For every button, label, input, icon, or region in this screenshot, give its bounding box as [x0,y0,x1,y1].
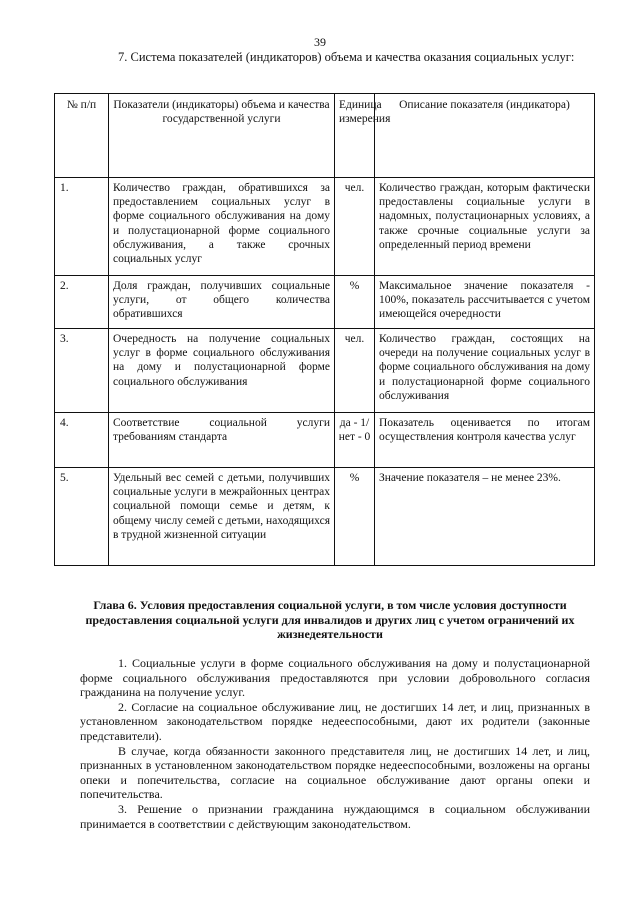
paragraph: В случае, когда обязанности законного представителя лиц, не достигших 14 лет, и лиц, признанных в установленном законодательством порядке недееспособными, возложены на органы опеки и попечительства, согласие на социальное обслуживание дают органы опеки и попечительства. [80,743,590,802]
row-indicator: Очередность на получение социальных услуг в форме социального обслуживания на дому и полустационарной форме социального обслуживания [109,329,335,413]
row-num: 5. [55,468,109,566]
header-indicator: Показатели (индикаторы) объема и качества государственной услуги [109,94,335,178]
row-indicator: Доля граждан, получивших социальные услуги, от общего количества обратившихся [109,276,335,329]
row-unit: % [335,276,375,329]
row-indicator: Количество граждан, обратившихся за предоставлением социальных услуг в форме социального обслуживания на дому и полустационарной форме социального обслуживания, а также срочных социальных услуг [109,178,335,276]
chapter-title: Глава 6. Условия предоставления социальной услуги, в том числе условия доступности предоставления социальной услуги для инвалидов и других лиц с учетом ограничений их жизнедеятельности [85,598,575,641]
row-unit: чел. [335,329,375,413]
table-row [55,276,595,329]
paragraph: 1. Социальные услуги в форме социального обслуживания на дому и полустационарной форме социального обслуживания предоставляются при условии добровольного согласия гражданина на получение услуг. [80,656,590,700]
body-text [80,656,590,831]
indicators-table [54,93,595,566]
row-indicator: Соответствие социальной услуги требованиям стандарта [109,413,335,468]
paragraph: 2. Согласие на социальное обслуживание лиц, не достигших 14 лет, и лиц, признанных в установленном законодательством порядке недееспособными, дают их родители (законные представители). [80,699,590,743]
row-num: 1. [55,178,109,276]
row-unit: да - 1/нет - 0 [335,413,375,468]
row-description: Количество граждан, которым фактически предоставлены социальные услуги в надомных, полустационарных условиях, а также срочные социальные услуги за определенный период времени [375,178,595,276]
header-num: № п/п [55,94,109,178]
row-num: 2. [55,276,109,329]
table-header-row [55,94,595,178]
table-row [55,329,595,413]
row-indicator: Удельный вес семей с детьми, получивших социальные услуги в межрайонных центрах социальной помощи семье и детям, к общему числу семей с детьми, находящихся в трудной жизненной ситуации [109,468,335,566]
table-row [55,468,595,566]
row-description: Показатель оценивается по итогам осуществления контроля качества услуг [375,413,595,468]
row-description: Значение показателя – не менее 23%. [375,468,595,566]
table-row [55,413,595,468]
row-num: 3. [55,329,109,413]
header-description: Описание показателя (индикатора) [375,94,595,178]
row-unit: чел. [335,178,375,276]
section-title: 7. Система показателей (индикаторов) объема и качества оказания социальных услуг: [118,50,575,64]
row-unit: % [335,468,375,566]
row-num: 4. [55,413,109,468]
table-row [55,178,595,276]
page-number: 39 [314,35,326,49]
paragraph: 3. Решение о признании гражданина нуждающимся в социальном обслуживании принимается в соответствии с действующим законодательством. [80,801,590,831]
header-unit: Единица измерения [335,94,375,178]
row-description: Количество граждан, состоящих на очереди на получение социальных услуг в форме социального обслуживания на дому и полустационарной форме социального обслуживания [375,329,595,413]
row-description: Максимальное значение показателя - 100%, показатель рассчитывается с учетом имеющейся очередности [375,276,595,329]
